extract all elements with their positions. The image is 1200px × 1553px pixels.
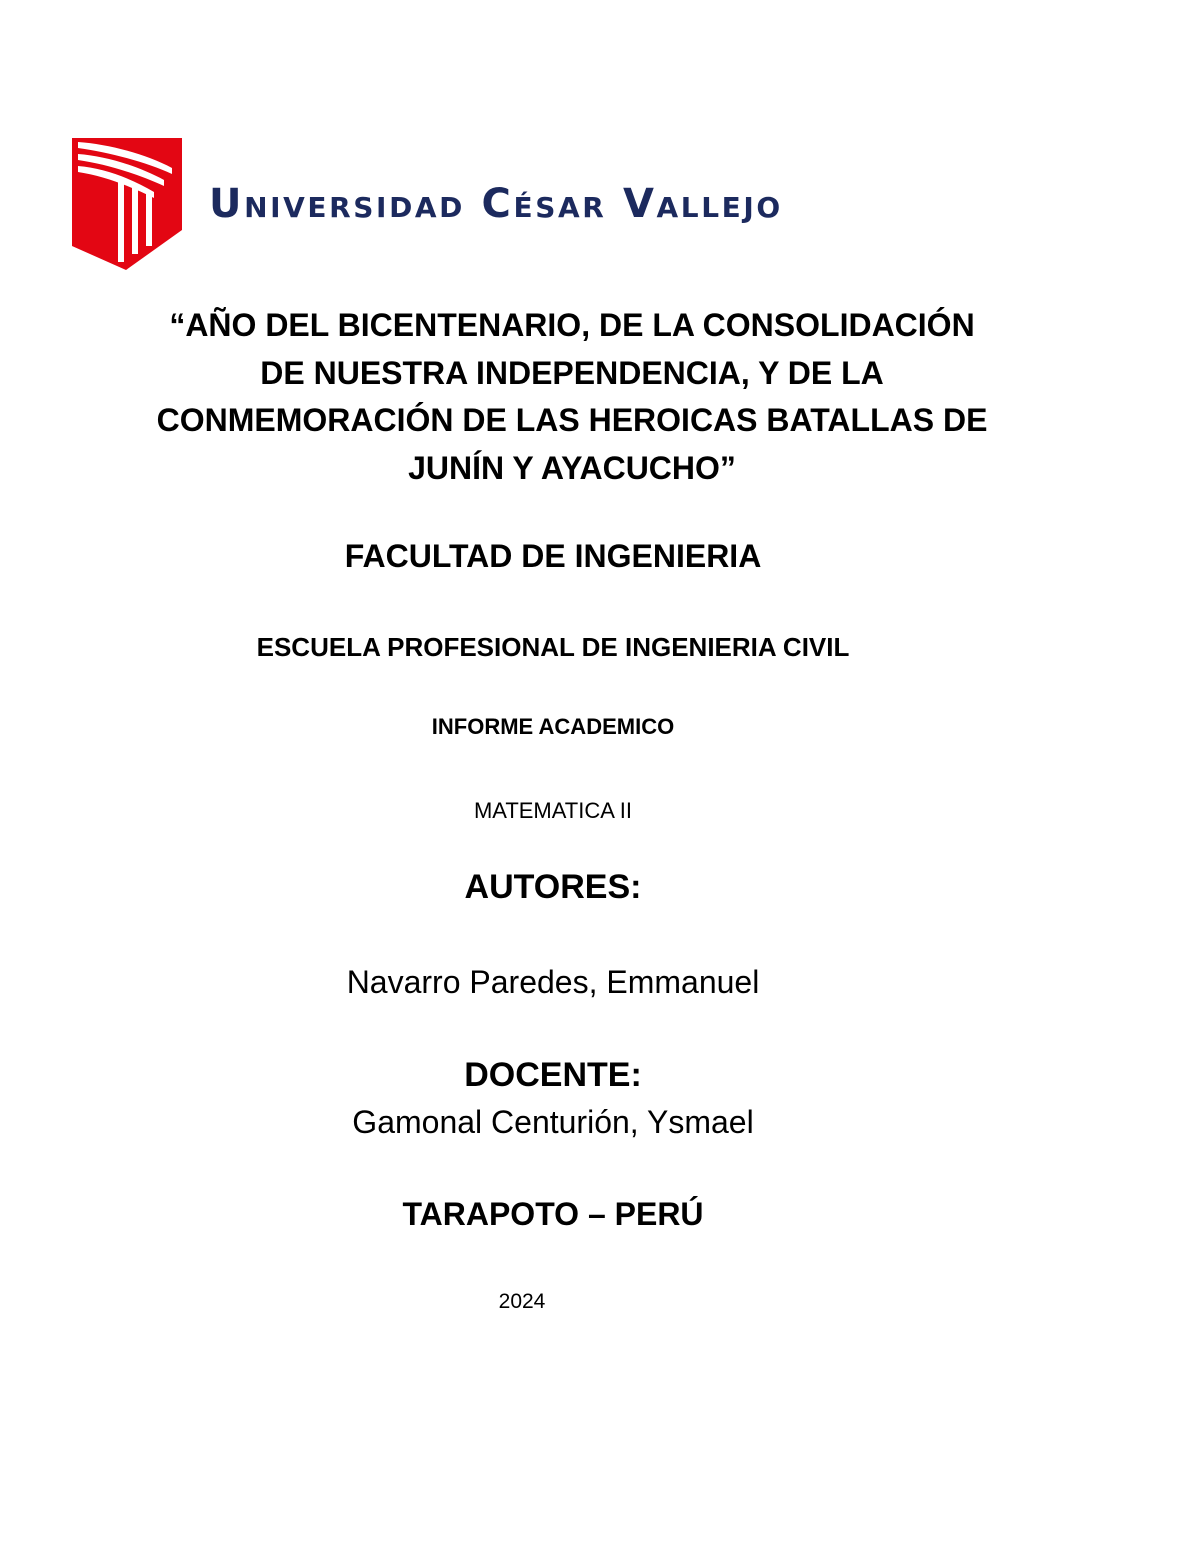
teacher-label: DOCENTE: (464, 1056, 642, 1094)
year-motto (0, 302, 1144, 492)
university-logo (68, 134, 908, 274)
faculty-title: FACULTAD DE INGENIERIA (344, 538, 762, 574)
school-title: ESCUELA PROFESIONAL DE INGENIERIA CIVIL (256, 632, 850, 662)
course-name: MATEMATICA II (473, 798, 633, 823)
motto-line: “AÑO DEL BICENTENARIO, DE LA CONSOLIDACIÓN (169, 307, 975, 343)
ucv-shield-icon (68, 134, 186, 274)
motto-line: JUNÍN Y AYACUCHO” (408, 449, 736, 486)
teacher-name: Gamonal Centurión, Ysmael (352, 1104, 754, 1140)
motto-line: CONMEMORACIÓN DE LAS HEROICAS BATALLAS DE (156, 402, 988, 438)
author-name: Navarro Paredes, Emmanuel (346, 964, 760, 1000)
university-wordmark: Universidad César Vallejo (209, 181, 783, 227)
authors-label: AUTORES: (464, 868, 642, 906)
year: 2024 (498, 1290, 546, 1313)
report-type: INFORME ACADEMICO (431, 714, 675, 739)
place: TARAPOTO – PERÚ (402, 1196, 704, 1232)
motto-line: DE NUESTRA INDEPENDENCIA, Y DE LA (260, 354, 884, 391)
